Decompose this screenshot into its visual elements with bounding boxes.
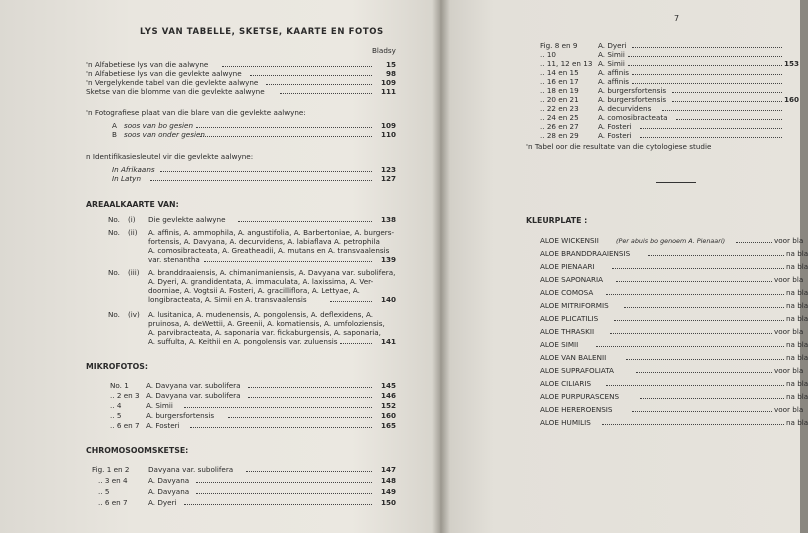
fig-no: .. 24 en 25	[540, 113, 579, 122]
kleur-name: ALOE PURPURASCENS	[540, 392, 620, 401]
kleur-name: ALOE WICKENSII	[540, 236, 599, 245]
leader-dots	[266, 84, 372, 85]
kleur-note: (Per abuis bo genoem A. Pienaari)	[616, 237, 726, 245]
leader-dots	[248, 397, 372, 398]
chromo-heading: CHROMOSOOMSKETSE:	[86, 446, 189, 455]
areaal-roman: (iii)	[128, 268, 140, 277]
mikro-no: No. 1	[110, 381, 129, 390]
kleur-pos: na bla	[786, 262, 808, 271]
mikro-no: .. 4	[110, 401, 122, 410]
mikro-page: 145	[380, 381, 396, 390]
areaal-line: A. branddraaiensis, A. chimanimaniensis, A. Davyana var. subolifera,	[148, 268, 396, 277]
mikro-page: 146	[380, 391, 396, 400]
mikro-no: .. 2 en 3	[110, 391, 140, 400]
leader-dots	[330, 301, 372, 302]
kleur-name: ALOE CILIARIS	[540, 379, 592, 388]
fig-no: .. 22 en 23	[540, 104, 579, 113]
mikro-label: A. burgersfortensis	[146, 411, 215, 420]
toc-entry-page: 15	[385, 60, 396, 69]
chromo-no: .. 5	[98, 487, 110, 496]
toc-entry-label: 'n Alfabetiese lys van die gevlekte aalwyne	[86, 69, 242, 78]
fig-label: A. burgersfortensis	[598, 95, 667, 104]
areaal-line: pruinosa, A. deWettii, A. Greenii, A. komatiensis, A. umfoloziensis,	[148, 319, 385, 328]
areaal-line: doorniae, A. Vogtsii A. Fosteri, A. gracilliflora, A. Lettyae, A.	[148, 286, 360, 295]
kleur-pos: na bla	[786, 288, 808, 297]
areaal-line: A. parvibracteata, A. saponaria var. fickaburgensis, A. saponaria,	[148, 328, 381, 337]
areaal-heading: AREAALKAARTE VAN:	[86, 200, 179, 209]
areaal-line: Die gevlekte aalwyne	[148, 215, 226, 224]
fig-no: .. 20 en 21	[540, 95, 579, 104]
toc-entry-label: 'n Alfabetiese lys van die aalwyne	[86, 60, 209, 69]
leader-dots	[626, 359, 784, 360]
leader-dots	[628, 65, 782, 66]
id-label: In Latyn	[112, 174, 141, 183]
areaal-no: No.	[108, 310, 120, 319]
fig-label: A. comosibracteata	[598, 113, 668, 122]
areaal-page: 140	[380, 295, 396, 304]
book-gutter-shadow	[432, 0, 450, 533]
leader-dots	[672, 92, 782, 93]
leader-dots	[632, 411, 772, 412]
leader-dots	[184, 504, 372, 505]
areaal-no: No.	[108, 268, 120, 277]
chromo-page: 147	[380, 465, 396, 474]
areaal-page: 141	[380, 337, 396, 346]
fig-page: 160	[784, 95, 800, 104]
leader-dots	[612, 268, 784, 269]
mikro-no: .. 6 en 7	[110, 421, 140, 430]
leader-dots	[624, 307, 784, 308]
id-page: 123	[380, 165, 396, 174]
leader-dots	[222, 66, 372, 67]
areaal-page: 139	[380, 255, 396, 264]
fig-label: A. decurvidens	[598, 104, 652, 113]
kleur-name: ALOE PIENAARI	[540, 262, 595, 271]
leader-dots	[204, 261, 372, 262]
leader-dots	[736, 242, 772, 243]
toc-entry-label: 'n Vergelykende tabel van die gevlekte aalwyne	[86, 78, 259, 87]
areaal-page: 138	[380, 215, 396, 224]
leader-dots	[632, 47, 782, 48]
leader-dots	[628, 56, 782, 57]
leader-dots	[632, 83, 782, 84]
areaal-line: longibracteata, A. Simii en A. transvaalensis	[148, 295, 307, 304]
leader-dots	[616, 281, 772, 282]
page-number: 7	[674, 14, 680, 23]
leader-dots	[160, 171, 372, 172]
kleur-name: ALOE VAN BALENII	[540, 353, 607, 362]
areaal-line: var. stenantha	[148, 255, 200, 264]
kleur-pos: na bla	[786, 314, 808, 323]
kleur-pos: na bla	[786, 379, 808, 388]
mikro-page: 160	[380, 411, 396, 420]
kleur-name: ALOE SIMII	[540, 340, 579, 349]
fig-no: .. 14 en 15	[540, 68, 579, 77]
fig-no: .. 26 en 27	[540, 122, 579, 131]
chromo-no: .. 6 en 7	[98, 498, 128, 507]
leader-dots	[662, 110, 782, 111]
kleur-name: ALOE BRANDDRAAIENSIS	[540, 249, 631, 258]
fig-label: A. Fosteri	[598, 131, 632, 140]
mikro-label: A. Davyana var. subolifera	[146, 391, 241, 400]
fig-label: A. Dyeri	[598, 41, 627, 50]
mikro-label: A. Fosteri	[146, 421, 180, 430]
leader-dots	[640, 398, 784, 399]
fig-label: A. affinis	[598, 68, 630, 77]
areaal-roman: (iv)	[128, 310, 140, 319]
leader-dots	[606, 385, 784, 386]
fig-no: .. 16 en 17	[540, 77, 579, 86]
foto-label: soos van bo gesien	[124, 121, 194, 130]
areaal-line: A. lusitanica, A. mudenensis, A. pongolensis, A. deflexidens, A.	[148, 310, 374, 319]
kleur-pos: na bla	[786, 418, 808, 427]
chromo-no: Fig. 1 en 2	[92, 465, 130, 474]
chromo-label: Davyana var. subolifera	[148, 465, 234, 474]
chromo-page: 149	[380, 487, 396, 496]
id-label: In Afrikaans	[112, 165, 155, 174]
chromo-label: A. Davyana	[148, 487, 190, 496]
fig-label: A. Fosteri	[598, 122, 632, 131]
chromo-page: 150	[380, 498, 396, 507]
leader-dots	[196, 482, 372, 483]
kleur-name: ALOE SUPRAFOLIATA	[540, 366, 614, 375]
leader-dots	[200, 136, 372, 137]
leader-dots	[672, 101, 782, 102]
kleur-name: ALOE THRASKII	[540, 327, 595, 336]
leader-dots	[610, 333, 772, 334]
fig-label: A. affinis	[598, 77, 630, 86]
kleur-pos: na bla	[786, 301, 808, 310]
leader-dots	[250, 75, 372, 76]
kleur-name: ALOE HUMILIS	[540, 418, 591, 427]
page-title: LYS VAN TABELLE, SKETSE, KAARTE EN FOTOS	[140, 27, 384, 37]
chromo-label: A. Davyana	[148, 476, 190, 485]
kleur-pos: voor bla	[774, 366, 804, 375]
fig-no: .. 28 en 29	[540, 131, 579, 140]
mikro-label: A. Simii	[146, 401, 173, 410]
areaal-line: A. Dyeri, A. grandidentata, A. immaculata, A. laxissima, A. Ver-	[148, 277, 374, 286]
toc-entry-page: 109	[380, 78, 396, 87]
kleur-name: ALOE HEREROENSIS	[540, 405, 613, 414]
leader-dots	[340, 343, 372, 344]
areaal-line: A. affinis, A. ammophila, A. angustifolia, A. Barbertoniae, A. burgers-	[148, 228, 395, 237]
leader-dots	[648, 255, 784, 256]
foto-letter: A	[112, 121, 117, 130]
mikro-heading: MIKROFOTOS:	[86, 362, 148, 371]
leader-dots	[246, 471, 372, 472]
leader-dots	[640, 128, 782, 129]
leader-dots	[606, 294, 784, 295]
areaal-line: fortensis, A. Davyana, A. decurvidens, A. labiaflava A. petrophila	[148, 237, 380, 246]
kleur-pos: voor bla	[774, 327, 804, 336]
kleur-name: ALOE SAPONARIA	[540, 275, 604, 284]
mikro-no: .. 5	[110, 411, 122, 420]
mikro-page: 165	[380, 421, 396, 430]
areaal-no: No.	[108, 228, 120, 237]
kleur-name: ALOE COMOSA	[540, 288, 594, 297]
toc-entry-label: Sketse van die blomme van die gevlekte aalwyne	[86, 87, 265, 96]
kleur-pos: voor bla	[774, 275, 804, 284]
leader-dots	[238, 221, 372, 222]
foto-page: 110	[380, 130, 396, 139]
kleur-name: ALOE PLICATILIS	[540, 314, 599, 323]
leader-dots	[632, 74, 782, 75]
id-page: 127	[380, 174, 396, 183]
kleur-pos: na bla	[786, 249, 808, 258]
kleur-pos: voor bla	[774, 236, 804, 245]
leader-dots	[228, 417, 372, 418]
fig-label: A. Simii	[598, 59, 625, 68]
areaal-line: A. suffulta, A. Keithii en A. pongolensis var. zuluensis	[148, 337, 338, 346]
kleurplate-heading: KLEURPLATE :	[526, 216, 588, 225]
leader-dots	[602, 424, 784, 425]
leader-dots	[190, 427, 372, 428]
fig-no: .. 11, 12 en 13	[540, 59, 593, 68]
fig-no: .. 10	[540, 50, 556, 59]
areaal-roman: (i)	[128, 215, 136, 224]
foto-page: 109	[380, 121, 396, 130]
kleur-pos: voor bla	[774, 405, 804, 414]
kleur-name: ALOE MITRIFORMIS	[540, 301, 609, 310]
areaal-line: A. comosibracteata, A. Greatheadii, A. mutans en A. transvaalensis	[148, 246, 390, 255]
fig-label: A. Simii	[598, 50, 625, 59]
chromo-no: .. 3 en 4	[98, 476, 128, 485]
id-heading: n Identifikasiesleutel vir die gevlekte aalwyne:	[86, 152, 254, 161]
areaal-roman: (ii)	[128, 228, 138, 237]
leader-dots	[248, 387, 372, 388]
toc-entry-page: 111	[380, 87, 396, 96]
leader-dots	[614, 320, 784, 321]
leader-dots	[280, 93, 372, 94]
leader-dots	[640, 137, 782, 138]
leader-dots	[196, 493, 372, 494]
leader-dots	[636, 372, 772, 373]
areaal-no: No.	[108, 215, 120, 224]
leader-dots	[596, 346, 784, 347]
leader-dots	[676, 119, 782, 120]
fig-page: 153	[784, 59, 800, 68]
fig-no: Fig. 8 en 9	[540, 41, 578, 50]
section-divider	[656, 182, 696, 183]
chromo-label: A. Dyeri	[148, 498, 177, 507]
mikro-label: A. Davyana var. subolifera	[146, 381, 241, 390]
leader-dots	[150, 180, 372, 181]
kleur-pos: na bla	[786, 392, 808, 401]
kleur-pos: na bla	[786, 353, 808, 362]
fig-no: .. 18 en 19	[540, 86, 579, 95]
leader-dots	[196, 127, 372, 128]
tabel-line: 'n Tabel oor die resultate van die cytologiese studie	[526, 142, 712, 151]
right-page	[440, 0, 808, 533]
fig-label: A. burgersfortensis	[598, 86, 667, 95]
kleur-pos: na bla	[786, 340, 808, 349]
foto-heading: 'n Fotografiese plaat van die blare van die gevlekte aalwyne:	[86, 108, 306, 117]
toc-entry-page: 98	[385, 69, 396, 78]
column-header: Bladsy	[372, 46, 396, 55]
foto-letter: B	[112, 130, 117, 139]
leader-dots	[184, 407, 372, 408]
mikro-page: 152	[380, 401, 396, 410]
chromo-page: 148	[380, 476, 396, 485]
foto-label: soos van onder gesien	[124, 130, 205, 139]
